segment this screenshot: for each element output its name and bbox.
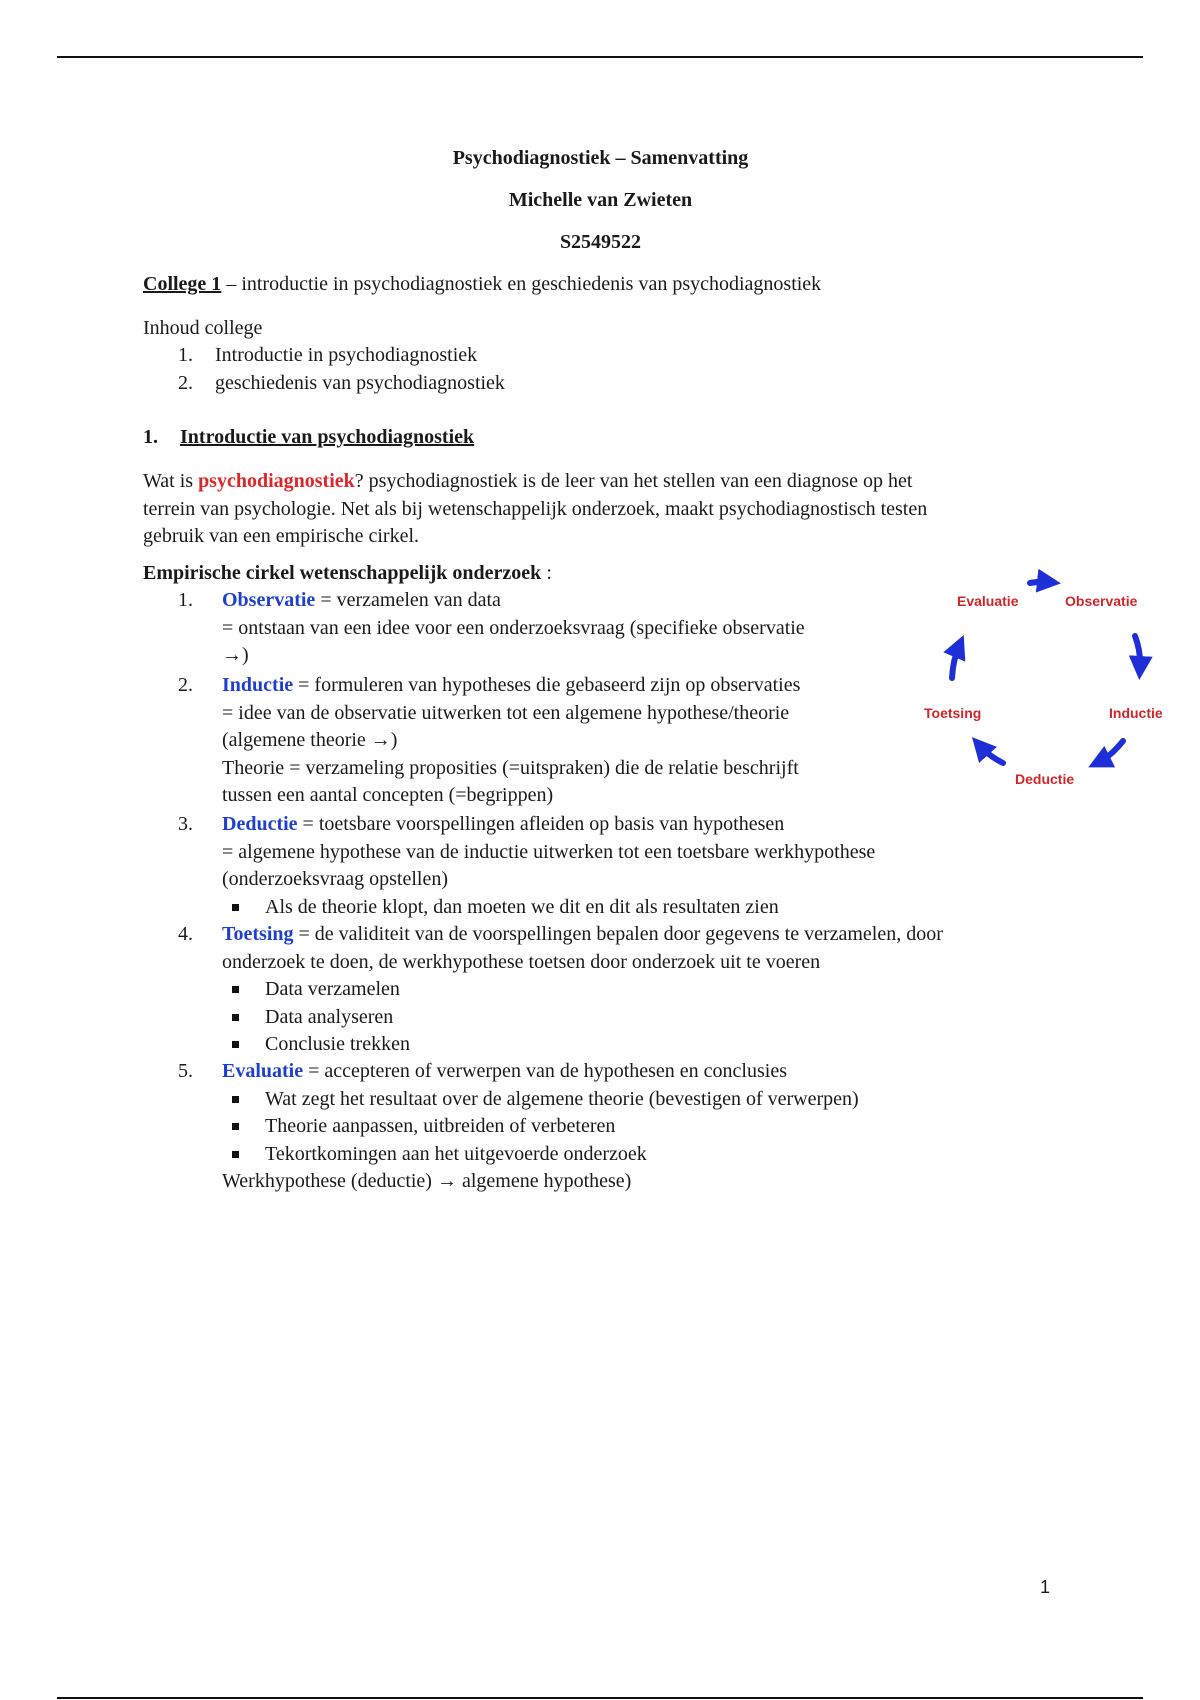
intro-line-2: terrein van psychologie. Net als bij wetenschappelijk onderzoek, maakt psychodiagnostisch testen [143,497,928,520]
cycle-heading-bold: Empirische cirkel wetenschappelijk onderzoek [143,562,542,584]
label-evaluatie: Evaluatie [957,593,1019,609]
bullet-item: Conclusie trekken [222,1031,1043,1059]
bottom-rule [57,1697,1143,1699]
step-inductie [143,672,1043,810]
inhoud-item-num: 2. [178,372,193,394]
step-deductie [143,811,1043,921]
step-line: (onderzoeksvraag opstellen) [222,868,449,890]
intro-pre: Wat is [143,470,199,492]
bullet-item: Data verzamelen [222,976,1043,1004]
step-term: Deductie [222,813,298,835]
author-name: Michelle van Zwieten [508,189,693,211]
bullet-item: Wat zegt het resultaat over de algemene theorie (bevestigen of verwerpen) [222,1086,1043,1114]
step-line: Werkhypothese (deductie) → algemene hypothese) [222,1170,632,1192]
inhoud-item-text: Introductie in psychodiagnostiek [215,344,478,366]
cycle-heading-rest: : [541,562,552,584]
student-id: S2549522 [559,231,642,253]
intro-term: psychodiagnostiek [198,470,355,492]
intro-line-3: gebruik van een empirische cirkel. [143,525,419,547]
arrow-evaluatie-observatie [1030,582,1049,583]
step-line: = algemene hypothese van de inductie uitwerken tot een toetsbare werkhypothese [222,840,876,863]
bullet-item: Als de theorie klopt, dan moeten we dit en dit als resultaten zien [222,894,1043,922]
step-line: onderzoek te doen, de werkhypothese toetsen door onderzoek uit te voeren [222,950,821,973]
bullet-item: Theorie aanpassen, uitbreiden of verbeteren [222,1113,1043,1141]
step-line: = toetsbare voorspellingen afleiden op basis van hypothesen [297,813,785,835]
section-1-heading [143,424,843,452]
step-line: Theorie = verzameling proposities (=uitspraken) die de relatie beschrijft [222,756,799,779]
bullet-item: Data analyseren [222,1004,1043,1032]
step-line: →) [222,644,249,666]
label-observatie: Observatie [1065,593,1138,609]
step-term: Observatie [222,589,316,611]
step-num: 1. [178,589,193,611]
arrow-observatie-inductie [1135,636,1140,668]
step-line: = ontstaan van een idee voor een onderzoeksvraag (specifieke observatie [222,616,805,639]
empirical-cycle-diagram [915,566,1170,786]
step-num: 5. [178,1060,193,1082]
inhoud-heading: Inhoud college [143,317,263,339]
cycle-heading [143,560,552,588]
step-term: Toetsing [222,923,294,945]
college-heading [143,271,821,299]
step-term: Inductie [222,674,294,696]
step-line: (algemene theorie →) [222,729,398,751]
step-num: 4. [178,923,193,945]
arrow-toetsing-evaluatie [952,646,959,678]
inhoud-item-num: 1. [178,344,193,366]
inhoud-item-1 [143,342,843,370]
intro-paragraph [143,468,1043,551]
step-line: = formuleren van hypotheses die gebaseerd zijn op observaties [293,674,801,696]
step-toetsing [143,921,1043,1059]
step-num: 3. [178,813,193,835]
college-text: – introductie in psychodiagnostiek en geschiedenis van psychodiagnostiek [221,273,822,295]
inhoud-item-2 [143,370,843,398]
section-1-num: 1. [143,426,158,448]
step-line: tussen een aantal concepten (=begrippen) [222,784,554,806]
intro-line-1: ? psychodiagnostiek is de leer van het stellen van een diagnose op het [354,470,913,492]
arrow-deductie-toetsing [980,746,1003,763]
step-line: = accepteren of verwerpen van de hypothesen en conclusies [303,1060,787,1082]
college-label: College 1 [143,273,222,295]
section-1-title: Introductie van psychodiagnostiek [180,426,475,448]
label-deductie: Deductie [1015,771,1075,786]
top-rule [57,56,1143,58]
label-inductie: Inductie [1109,705,1163,721]
inhoud-item-text: geschiedenis van psychodiagnostiek [215,372,505,394]
arrow-inductie-deductie [1099,741,1123,762]
step-evaluatie [143,1058,1043,1196]
bullet-item: Tekortkomingen aan het uitgevoerde onderzoek [222,1141,1043,1169]
document-title: Psychodiagnostiek – Samenvatting [452,147,749,169]
step-line: = de validiteit van de voorspellingen bepalen door gegevens te verzamelen, door [293,923,943,945]
page-number: 1 [1040,1577,1051,1597]
step-term: Evaluatie [222,1060,304,1082]
step-line: = verzamelen van data [315,589,501,611]
label-toetsing: Toetsing [924,705,982,721]
step-observatie [143,587,1043,670]
step-num: 2. [178,674,193,696]
step-line: = idee van de observatie uitwerken tot een algemene hypothese/theorie [222,701,790,724]
